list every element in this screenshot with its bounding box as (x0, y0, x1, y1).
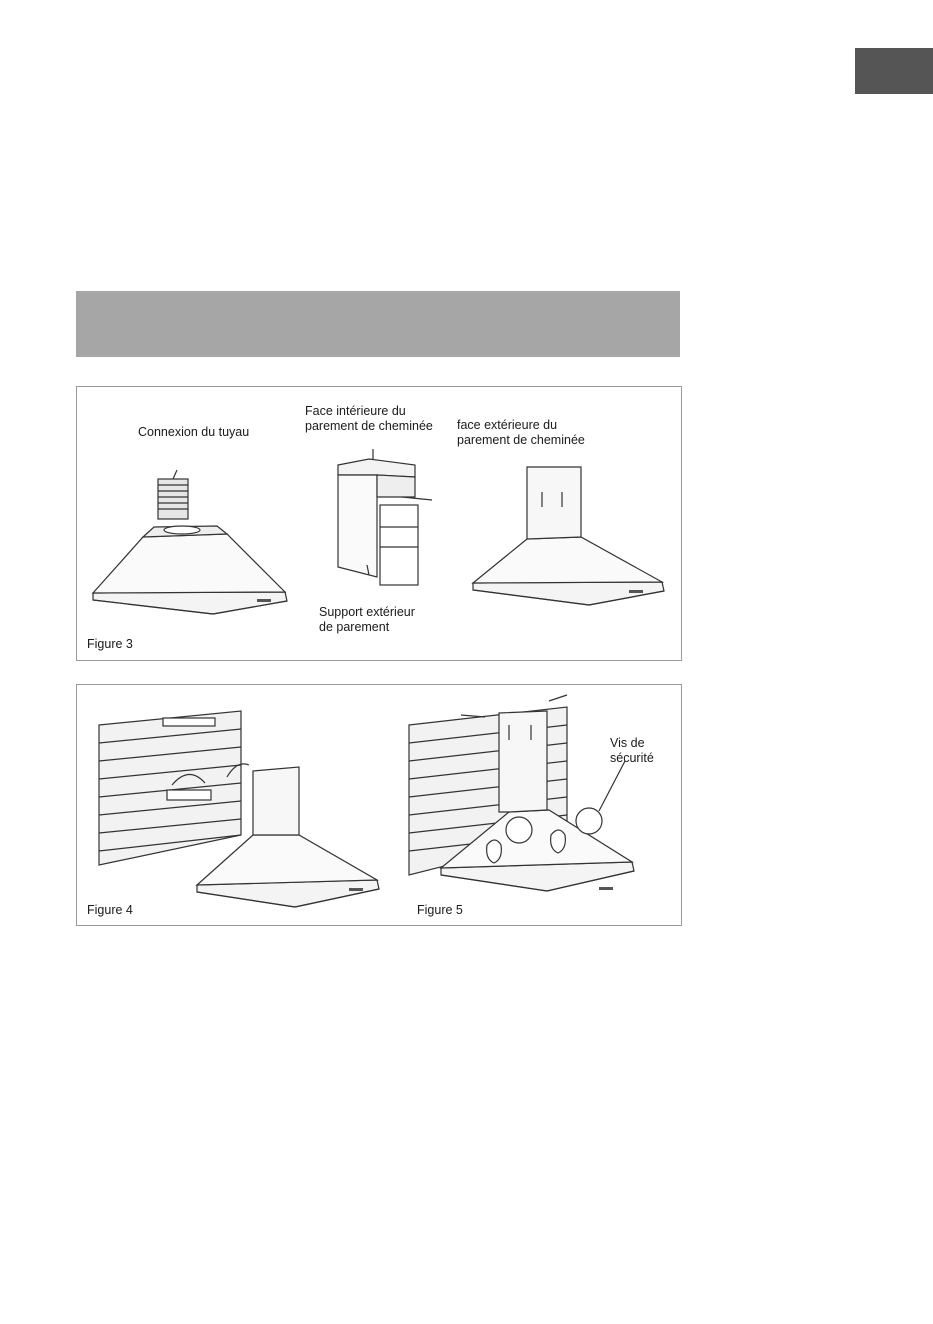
hood-illustration-1 (93, 526, 287, 614)
figure-3-panel (76, 386, 682, 661)
label-pipe-connection: Connexion du tuyau (138, 425, 250, 439)
label-safety-screw-1: Vis de (610, 736, 645, 750)
pipe-illustration (158, 470, 188, 519)
language-tab (855, 48, 933, 94)
figure-3-caption: Figure 3 (87, 637, 133, 651)
label-inner-face-2: parement de cheminée (305, 419, 433, 433)
figure-4-5-panel (76, 684, 682, 926)
label-support-1: Support extérieur (319, 605, 415, 619)
label-safety-screw-2: sécurité (610, 751, 654, 765)
chimney-cover-illustration (338, 449, 432, 585)
label-outer-face-1: face extérieure du (457, 418, 558, 432)
figure-4-5-illustration (77, 685, 681, 925)
section-heading-bar (76, 291, 680, 357)
label-inner-face-1: Face intérieure du (305, 404, 406, 418)
wall-illustration-1 (99, 711, 249, 865)
label-support-2: de parement (319, 620, 390, 634)
hood-illustration-2 (473, 467, 664, 605)
label-outer-face-2: parement de cheminée (457, 433, 585, 447)
figure-4-caption: Figure 4 (87, 903, 133, 917)
figure-5-caption: Figure 5 (417, 903, 463, 917)
